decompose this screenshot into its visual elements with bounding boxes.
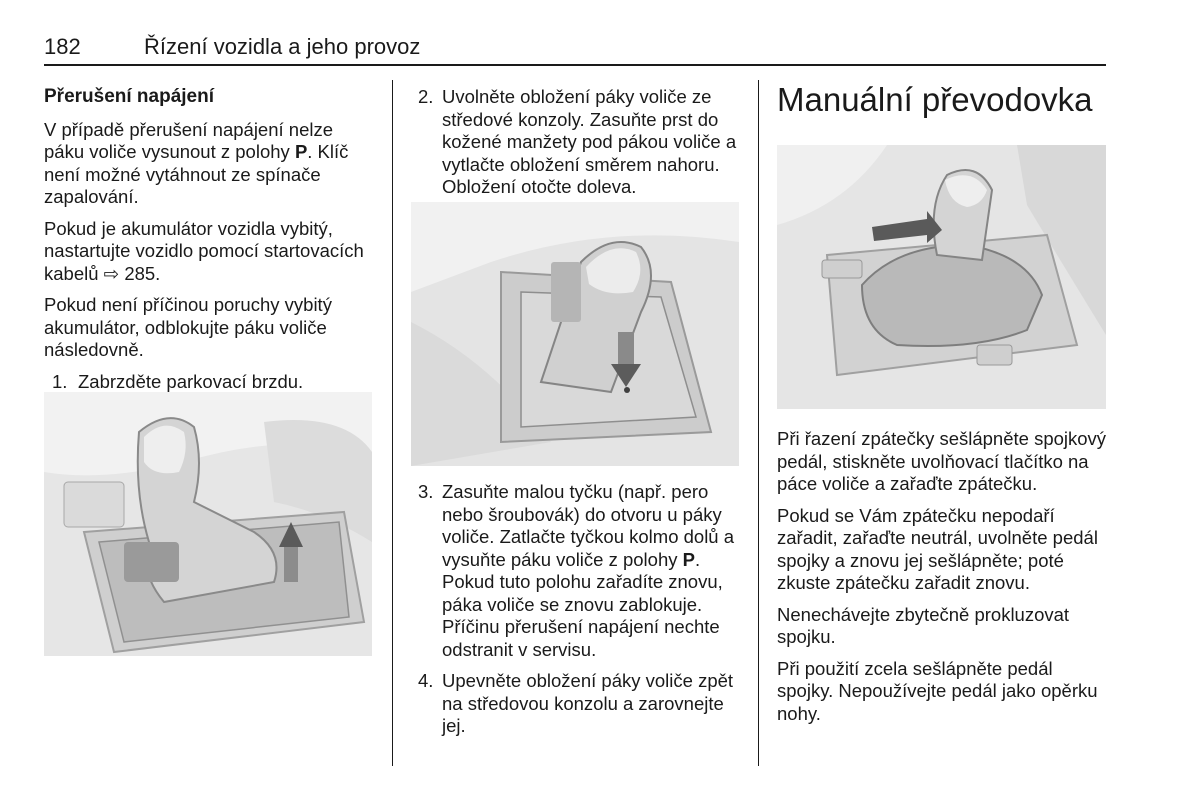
page-header — [44, 34, 1106, 64]
step-item — [418, 481, 744, 661]
step-number: 1. — [52, 370, 68, 392]
paragraph: Při řazení zpátečky sešlápněte spojkový pedál, stiskněte uvolňovací tlačítko na páce voliče a zařaďte zpátečku. — [777, 428, 1107, 494]
step-text: Uvolněte obložení páky voliče ze středové konzoly. Zasuňte prst do kožené manžety pod pákou voliče a vytlačte obložení směrem nahoru. Obložení otočte doleva. — [442, 86, 737, 197]
step-number: 2. — [418, 86, 434, 107]
paragraph: Pokud se Vám zpátečku nepodaří zařadit, zařaďte neutrál, uvolněte pedál spojky a znovu jej sešlápněte; poté zkuste zpátečku zařadit znovu. — [777, 504, 1098, 593]
middle-column-top — [418, 86, 740, 208]
step-item — [44, 371, 374, 394]
paragraph — [44, 119, 374, 209]
step-text: Zasuňte malou tyčku (např. pero nebo šroubovák) do otvoru u páky voliče. Zatlačte tyčkou kolmo dolů a vysuňte páku voliče z polohy — [442, 481, 735, 570]
step-number: 4. — [418, 670, 434, 691]
step-number: 3. — [418, 481, 434, 502]
left-column — [44, 86, 374, 402]
paragraph: Pokud není příčinou poruchy vybitý akumulátor, odblokujte páku voliče následovně. — [44, 294, 332, 360]
step-text: Zabrzděte parkovací brzdu. — [78, 370, 304, 392]
gear-position-p: P — [294, 141, 308, 162]
page-reference-icon: ⇨ — [103, 262, 120, 284]
gear-selector-release-hole-illustration — [411, 202, 739, 466]
step-text: Upevněte obložení páky voliče zpět na středovou konzolu a zarovnejte jej. — [442, 670, 734, 736]
column-divider — [758, 80, 759, 766]
gear-position-p: P — [682, 548, 695, 570]
section-heading: Přerušení napájení — [44, 86, 215, 107]
automatic-gear-selector-trim-lift-illustration — [44, 392, 372, 656]
step-item — [418, 670, 744, 738]
step-item — [418, 86, 740, 199]
chapter-title: Řízení vozidla a jeho provoz — [144, 34, 421, 59]
paragraph: Nenechávejte zbytečně prokluzovat spojku. — [777, 603, 1070, 647]
step-text: . Pokud tuto polohu zařadíte znovu, páka voliče se znovu zablokuje. Příčinu přerušení napájení nechte odstranit v servisu. — [442, 548, 723, 660]
paragraph-text: Pokud je akumulátor vozidla vybitý, nastartujte vozidlo pomocí startovacích kabelů — [44, 217, 364, 284]
section-title: Manuální převodovka — [777, 81, 1093, 118]
paragraph-text: V případě přerušení napájení nelze páku voliče vysunout z polohy — [44, 118, 334, 162]
paragraph — [44, 218, 374, 286]
right-column-top — [777, 80, 1107, 120]
header-rule — [44, 64, 1106, 66]
right-column-bottom — [777, 428, 1107, 734]
page-reference-link[interactable]: 285. — [124, 262, 161, 284]
paragraph: Při použití zcela sešlápněte pedál spojky. Nepoužívejte pedál jako opěrku nohy. — [777, 657, 1098, 724]
manual-gear-lever-reverse-illustration — [777, 145, 1106, 409]
column-divider — [392, 80, 393, 766]
paragraph-text: . Klíč není možné vytáhnout ze spínače zapalování. — [44, 141, 349, 207]
page-number: 182 — [44, 34, 81, 59]
middle-column-bottom — [418, 481, 744, 747]
